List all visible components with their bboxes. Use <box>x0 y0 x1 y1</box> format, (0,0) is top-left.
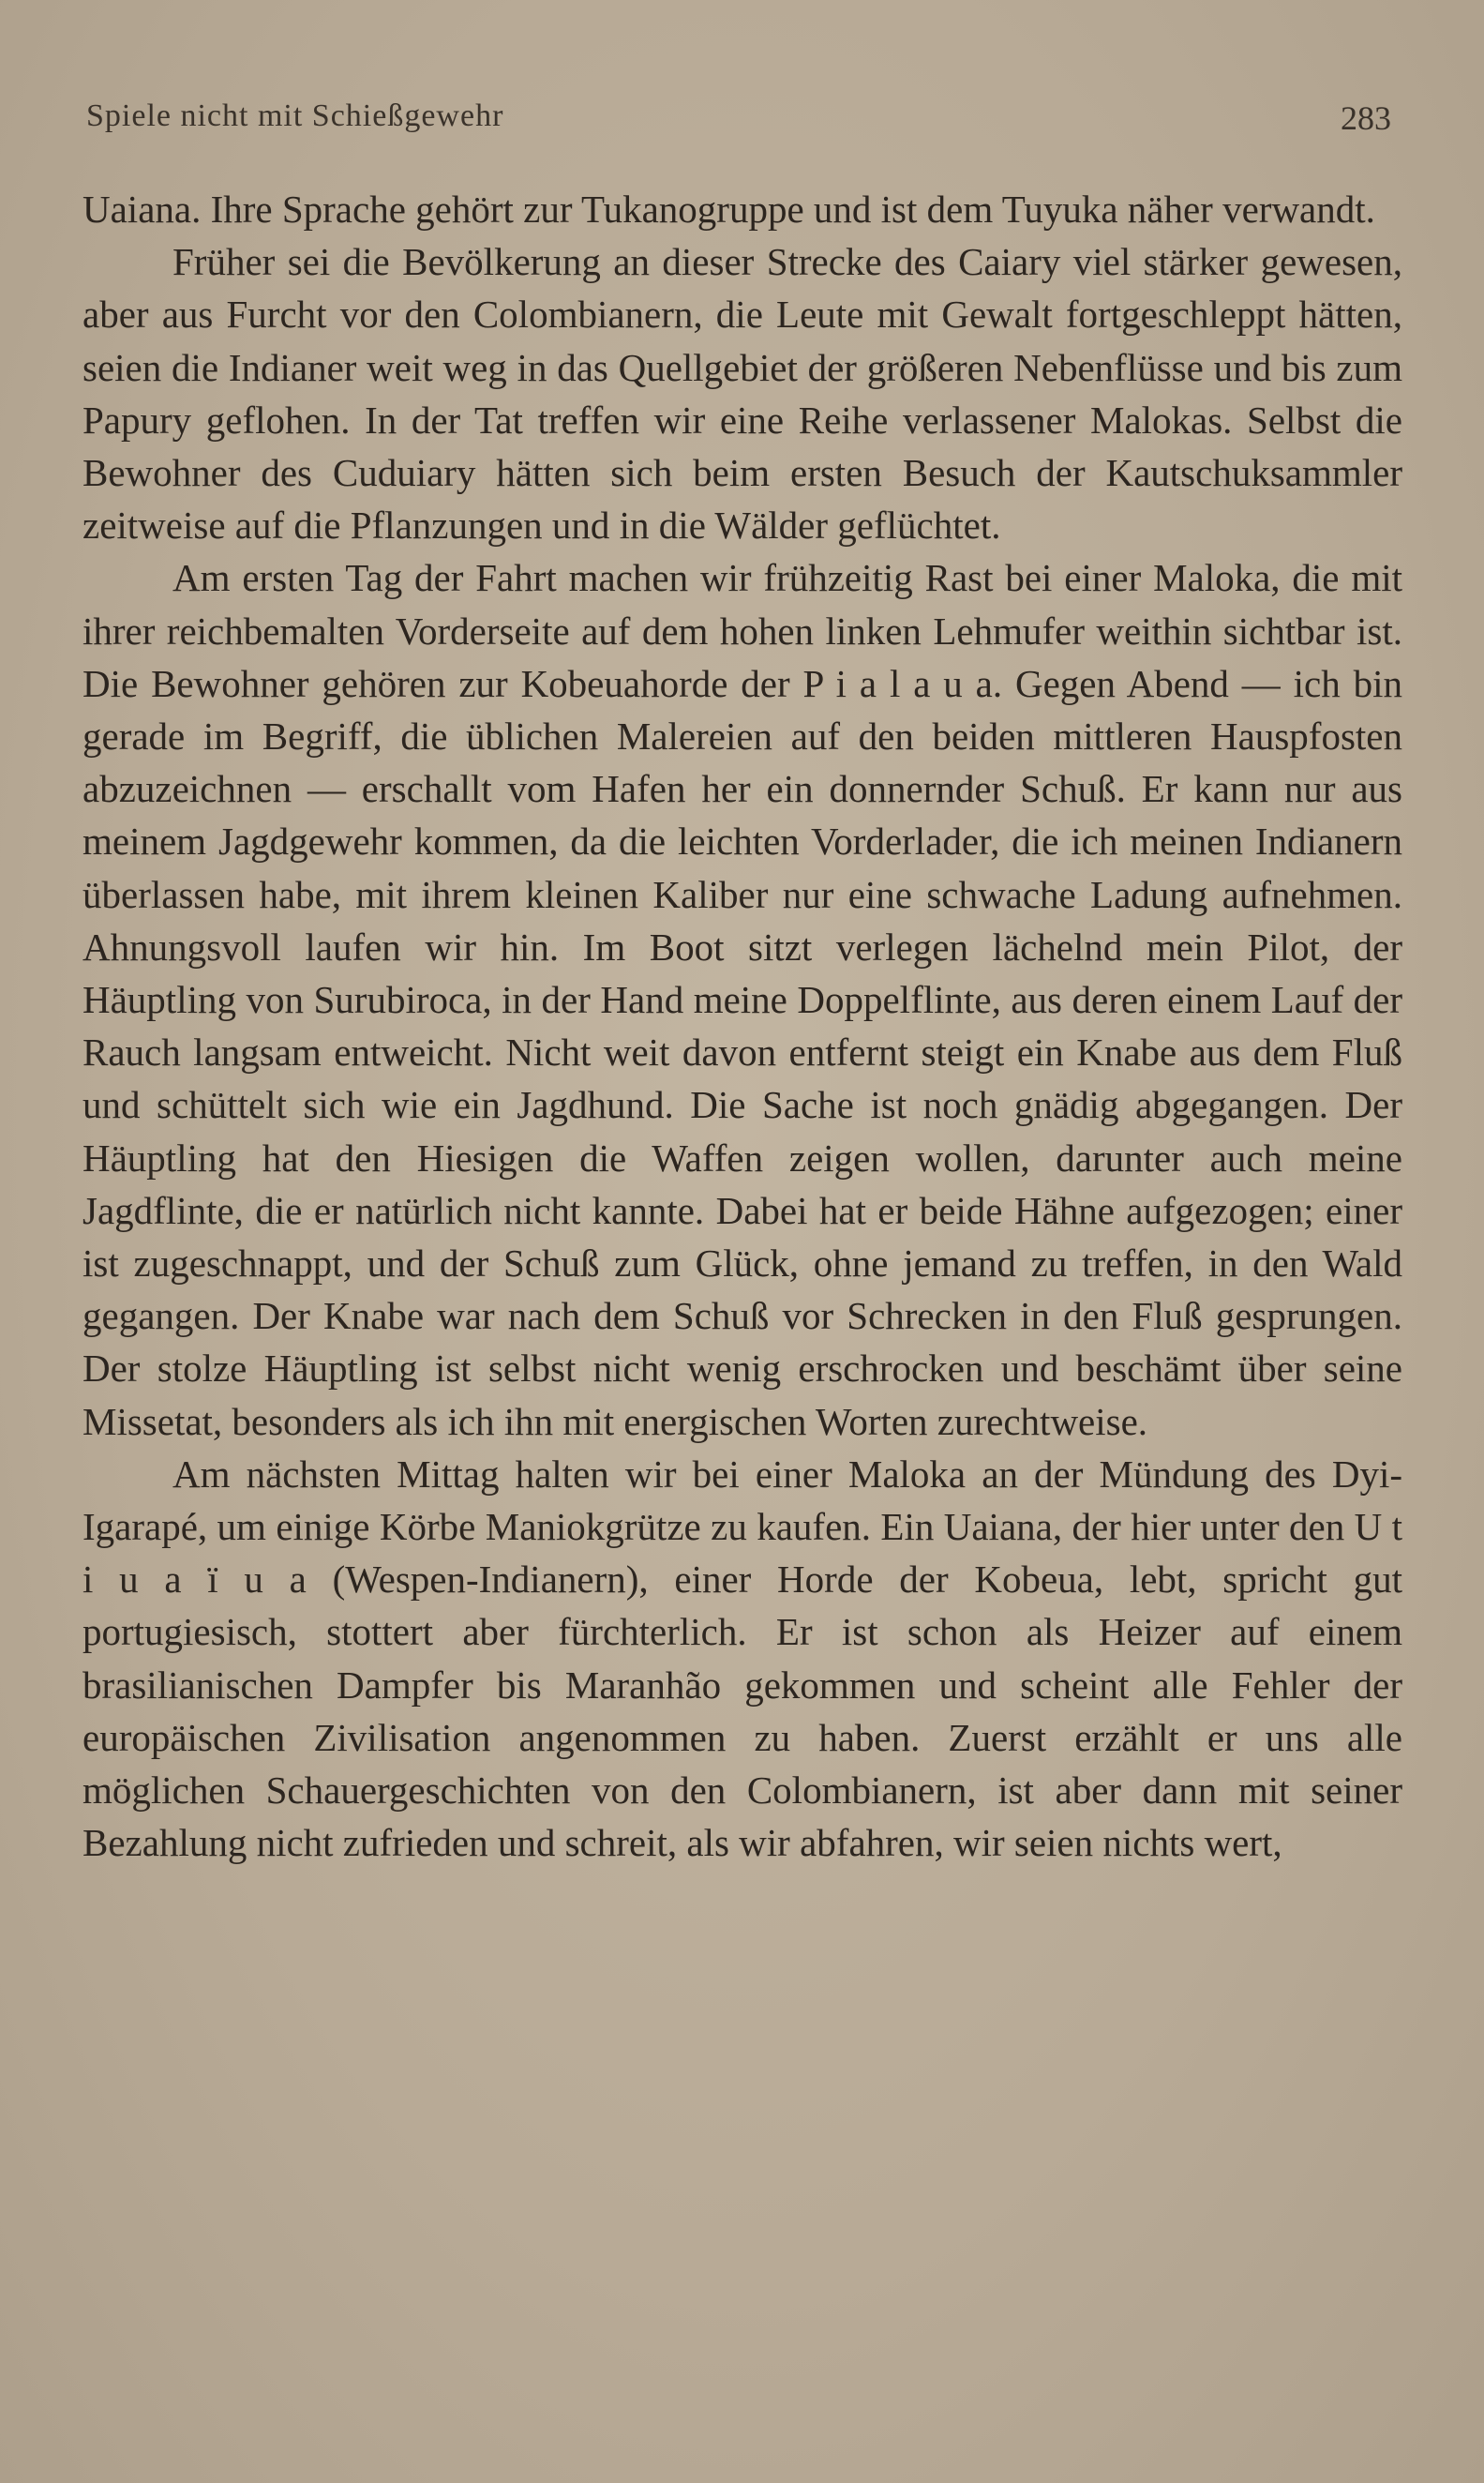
paragraph-1: Uaiana. Ihre Sprache gehört zur Tukanogruppe und ist dem Tuyuka näher verwandt. <box>82 188 1375 231</box>
paragraph-3: Am ersten Tag der Fahrt machen wir frühzeitig Rast bei einer Maloka, die mit ihrer reichbemalten Vorderseite auf dem hohen linken Lehmufer weithin sichtbar ist. Die Bewohner gehören zur Kobeuahorde der P i a l a u a. Gegen Abend — ich bin gerade im Begriff, die üblichen Malereien auf den beiden mittleren Hauspfosten abzuzeichnen — erschallt vom Hafen her ein donnernder Schuß. Er kann nur aus meinem Jagdgewehr kommen, da die leichten Vorderlader, die ich meinen Indianern überlassen habe, mit ihrem kleinen Kaliber nur eine schwache Ladung aufnehmen. Ahnungsvoll laufen wir hin. Im Boot sitzt verlegen lächelnd mein Pilot, der Häuptling von Surubiroca, in der Hand meine Doppelflinte, aus deren einem Lauf der Rauch langsam entweicht. Nicht weit davon entfernt steigt ein Knabe aus dem Fluß und schüttelt sich wie ein Jagdhund. Die Sache ist noch gnädig abgegangen. Der Häuptling hat den Hiesigen die Waffen zeigen wollen, darunter auch meine Jagdflinte, die er natürlich nicht kannte. Dabei hat er beide Hähne aufgezogen; einer ist zugeschnappt, und der Schuß zum Glück, ohne jemand zu treffen, in den Wald gegangen. Der Knabe war nach dem Schuß vor Schrecken in den Fluß gesprungen. Der stolze Häuptling ist selbst nicht wenig erschrocken und beschämt über seine Missetat, besonders als ich ihn mit energischen Worten zurechtweise. <box>82 556 1402 1443</box>
running-title: Spiele nicht mit Schießgewehr <box>86 98 504 133</box>
paragraph-4: Am nächsten Mittag halten wir bei einer Maloka an der Mündung des Dyi-Igarapé, um einige Körbe Maniokgrütze zu kaufen. Ein Uaiana, der hier unter den U t i u a ï u a (Wespen-Indianern), einer Horde der Kobeua, lebt, spricht gut portugiesisch, stottert aber fürchterlich. Er ist schon als Heizer auf einem brasilianischen Dampfer bis Maranhão gekommen und scheint alle Fehler der europäischen Zivilisation angenommen zu haben. Zuerst erzählt er uns alle möglichen Schauergeschichten von den Colombianern, ist aber dann mit seiner Bezahlung nicht zufrieden und schreit, als wir abfahren, wir seien nichts wert, <box>82 1452 1402 1865</box>
running-head <box>86 98 1391 145</box>
page-number: 283 <box>1341 99 1391 137</box>
paragraph-2: Früher sei die Bevölkerung an dieser Strecke des Caiary viel stärker gewesen, aber aus Furcht vor den Colombianern, die Leute mit Gewalt fortgeschleppt hätten, seien die Indianer weit weg in das Quellgebiet der größeren Nebenflüsse und bis zum Papury geflohen. In der Tat treffen wir eine Reihe verlassener Malokas. Selbst die Bewohner des Cuduiary hätten sich beim ersten Besuch der Kautschuksammler zeitweise auf die Pflanzungen und in die Wälder geflüchtet. <box>82 240 1402 548</box>
body-text <box>82 183 1402 1870</box>
